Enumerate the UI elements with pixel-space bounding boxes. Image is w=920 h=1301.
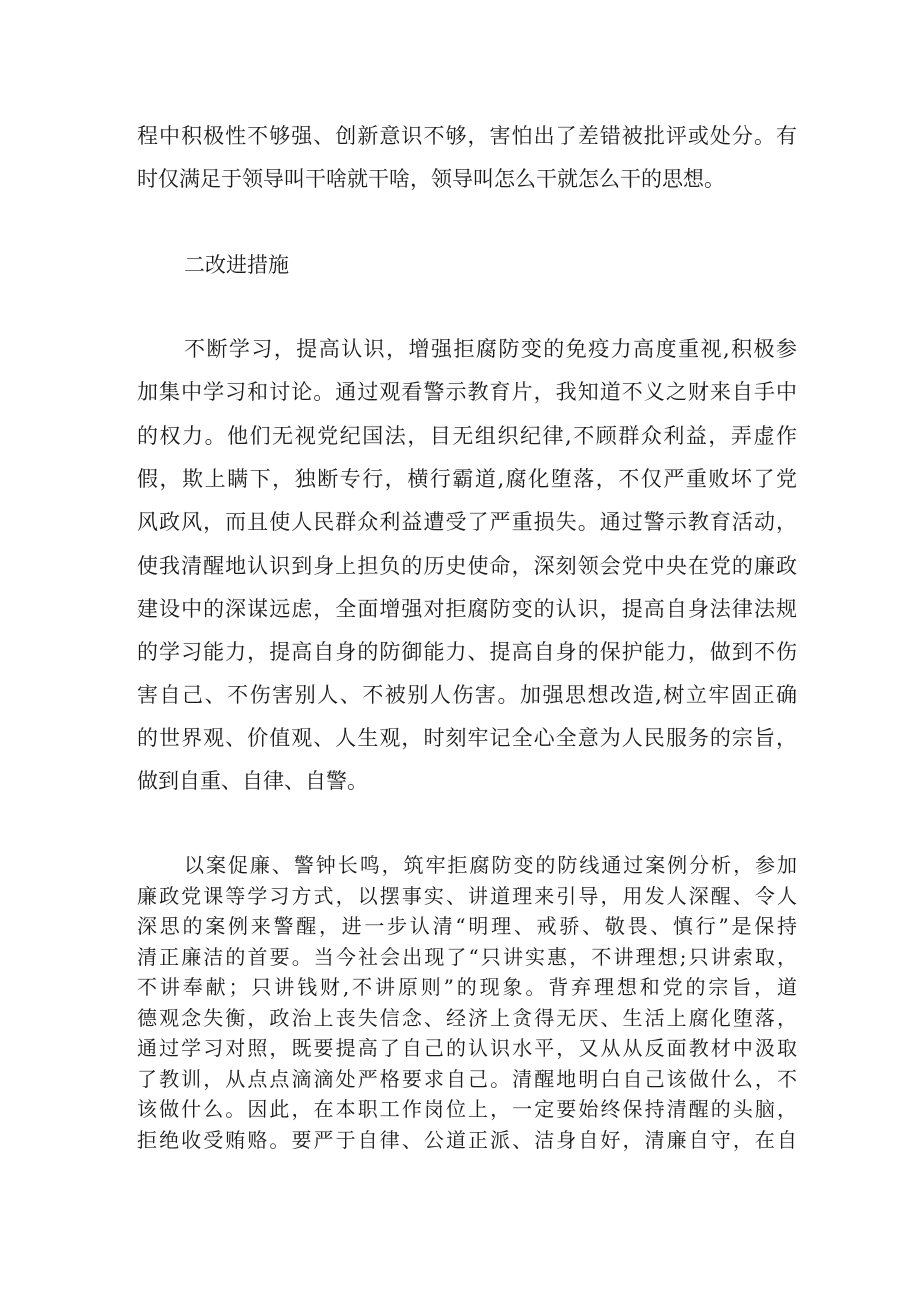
paragraph-line: 廉政党课等学习方式，以摆事实、讲道理来引导，用发人深醒、令人 <box>137 884 797 908</box>
paragraph-line: 拒绝收受贿赂。要严于自律、公道正派、洁身自好，清廉自守，在自 <box>137 1128 797 1152</box>
paragraph-line: 的权力。他们无视党纪国法，目无组织纪律,不顾群众利益，弄虚作 <box>137 424 797 448</box>
paragraph-line: 德观念失衡，政治上丧失信念、经济上贪得无厌、生活上腐化堕落， <box>137 1006 797 1030</box>
paragraph-line: 该做什么。因此，在本职工作岗位上，一定要始终保持清醒的头脑， <box>137 1097 797 1121</box>
paragraph-line: 使我清醒地认识到身上担负的历史使命，深刻领会党中央在党的廉政 <box>137 554 797 578</box>
paragraph-line: 深思的案例来警醒，进一步认清“明理、戒骄、敬畏、慎行”是保持 <box>137 914 797 938</box>
paragraph-line: 做到自重、自律、自警。 <box>137 769 368 793</box>
paragraph-line: 清正廉洁的首要。当今社会出现了“只讲实惠，不讲理想;只讲索取， <box>137 945 797 969</box>
paragraph-line: 的世界观、价值观、人生观，时刻牢记全心全意为人民服务的宗旨， <box>137 726 797 750</box>
paragraph-line: 程中积极性不够强、创新意识不够，害怕出了差错被批评或处分。有 <box>137 124 797 148</box>
paragraph-line: 假，欺上瞒下，独断专行，横行霸道,腐化堕落，不仅严重败坏了党 <box>137 467 797 491</box>
paragraph-line: 建设中的深谋远虑，全面增强对拒腐防变的认识，提高自身法律法规 <box>137 597 797 621</box>
paragraph-line: 的学习能力，提高自身的防御能力、提高自身的保护能力，做到不伤 <box>137 640 797 664</box>
paragraph-line: 加集中学习和讨论。通过观看警示教育片，我知道不义之财来自手中 <box>137 380 797 404</box>
paragraph-line: 风政风，而且使人民群众利益遭受了严重损失。通过警示教育活动， <box>137 510 797 534</box>
paragraph-line: 时仅满足于领导叫干啥就干啥，领导叫怎么干就怎么干的思想。 <box>137 167 725 191</box>
section-heading: 二改进措施 <box>184 253 289 277</box>
paragraph-line: 不讲奉献；只讲钱财,不讲原则”的现象。背弃理想和党的宗旨，道 <box>137 975 797 999</box>
paragraph-line: 不断学习，提高认识，增强拒腐防变的免疫力高度重视,积极参 <box>184 337 797 361</box>
paragraph-line: 害自己、不伤害别人、不被别人伤害。加强思想改造,树立牢固正确 <box>137 683 797 707</box>
paragraph-line: 以案促廉、警钟长鸣，筑牢拒腐防变的防线通过案例分析，参加 <box>184 853 797 877</box>
paragraph-line: 通过学习对照，既要提高了自己的认识水平，又从从反面教材中汲取 <box>137 1036 797 1060</box>
paragraph-line: 了教训，从点点滴滴处严格要求自己。清醒地明白自己该做什么，不 <box>137 1067 797 1091</box>
